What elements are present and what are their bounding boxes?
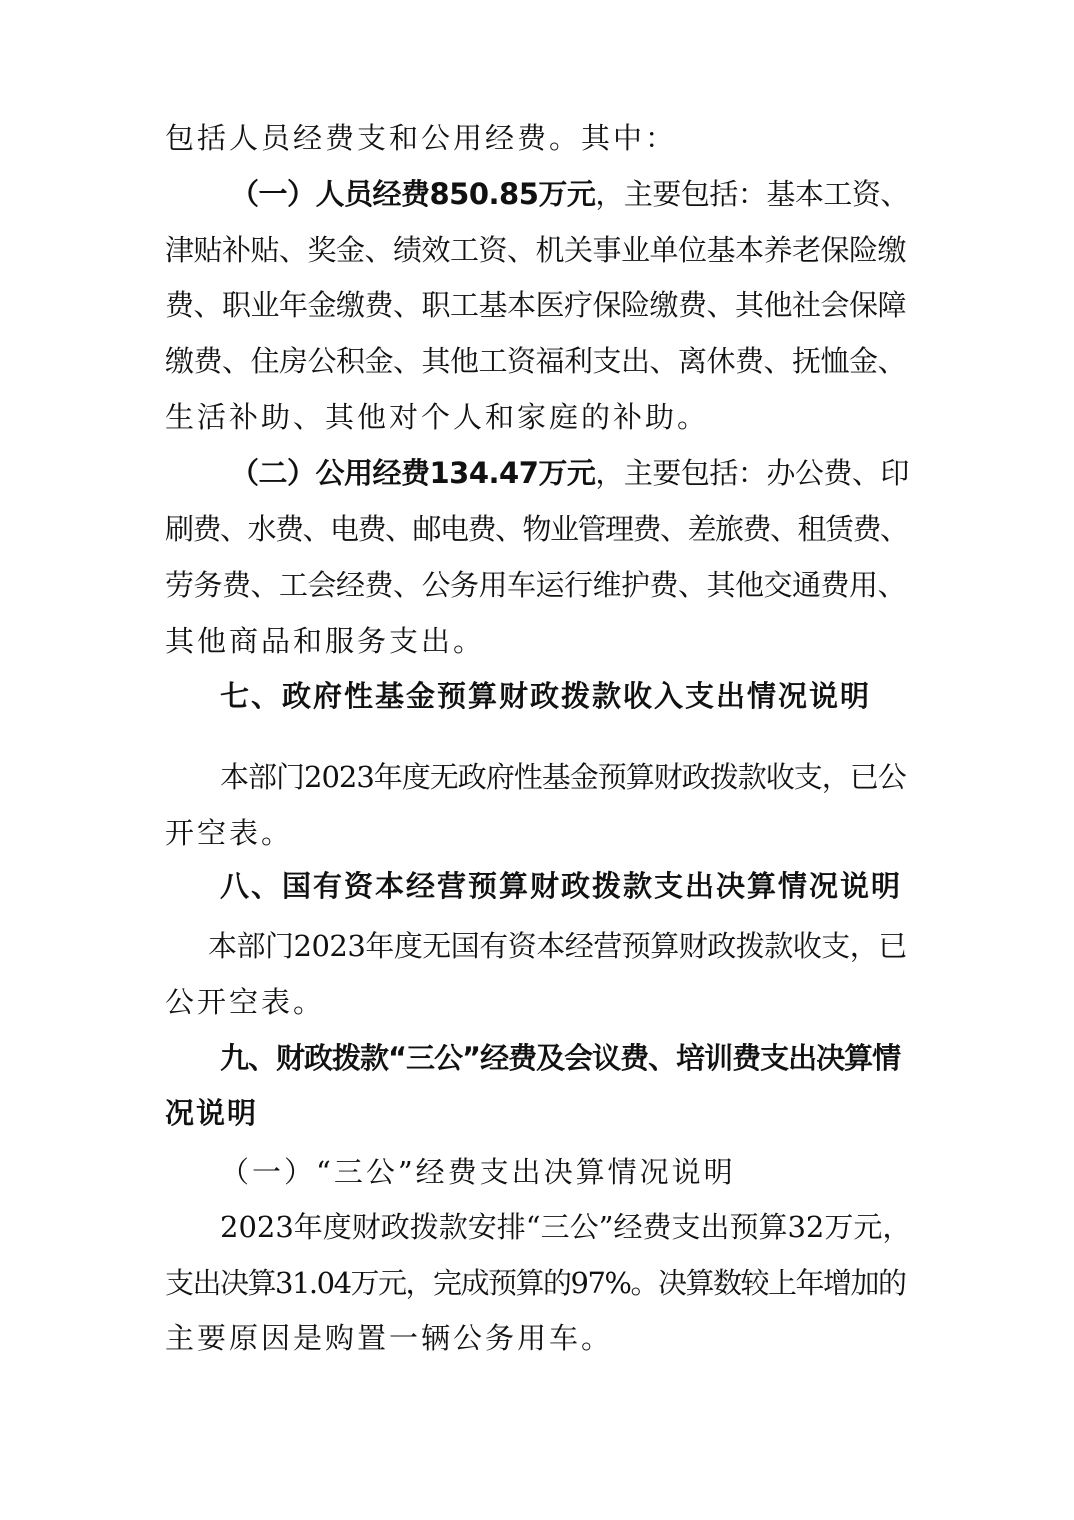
- text-line: 包括人员经费支和公用经费。其中：: [165, 121, 678, 155]
- text-line: 本部门2023年度无政府性基金预算财政拨款收支，已公: [220, 760, 906, 794]
- text-line: 刷费、水费、电费、邮电费、物业管理费、差旅费、租赁费、: [165, 512, 908, 546]
- text-line: 主要原因是购置一辆公务用车。: [165, 1321, 614, 1355]
- section-heading-9: 九、财政拨款“三公”经费及会议费、培训费支出决算情: [220, 1041, 901, 1075]
- section-heading-9-cont: 况说明: [165, 1096, 259, 1130]
- public-expense-line: [230, 453, 909, 493]
- text-line: 费、职业年金缴费、职工基本医疗保险缴费、其他社会保障: [165, 288, 907, 322]
- text-line: 缴费、住房公积金、其他工资福利支出、离休费、抚恤金、: [165, 344, 907, 378]
- text-line: 其他商品和服务支出。: [165, 624, 486, 658]
- public-expense-heading: （二）公用经费134.47万元: [230, 456, 596, 490]
- text-line: 公开空表。: [165, 985, 326, 1019]
- text-line: 支出决算31.04万元，完成预算的97%。决算数较上年增加的: [165, 1266, 906, 1300]
- text-line: 开空表。: [165, 816, 294, 850]
- text-line: 劳务费、工会经费、公务用车运行维护费、其他交通费用、: [165, 568, 907, 602]
- section-heading-8: 八、国有资本经营预算财政拨款支出决算情况说明: [220, 869, 903, 903]
- text-line: 生活补助、其他对个人和家庭的补助。: [165, 400, 710, 434]
- personnel-expense-heading: （一）人员经费850.85万元: [230, 177, 596, 211]
- personnel-expense-line: [230, 174, 909, 214]
- text-line: 2023年度财政拨款安排“三公”经费支出预算32万元，: [220, 1210, 912, 1244]
- subheading-three-public: （一）“三公”经费支出决算情况说明: [220, 1155, 736, 1189]
- text-span: ，主要包括：办公费、印: [595, 456, 909, 490]
- text-line: 津贴补贴、奖金、绩效工资、机关事业单位基本养老保险缴: [165, 233, 907, 267]
- text-line: 本部门2023年度无国有资本经营预算财政拨款收支，已: [208, 929, 907, 963]
- text-span: ，主要包括：基本工资、: [595, 177, 909, 211]
- section-heading-7: 七、政府性基金预算财政拨款收入支出情况说明: [220, 679, 872, 713]
